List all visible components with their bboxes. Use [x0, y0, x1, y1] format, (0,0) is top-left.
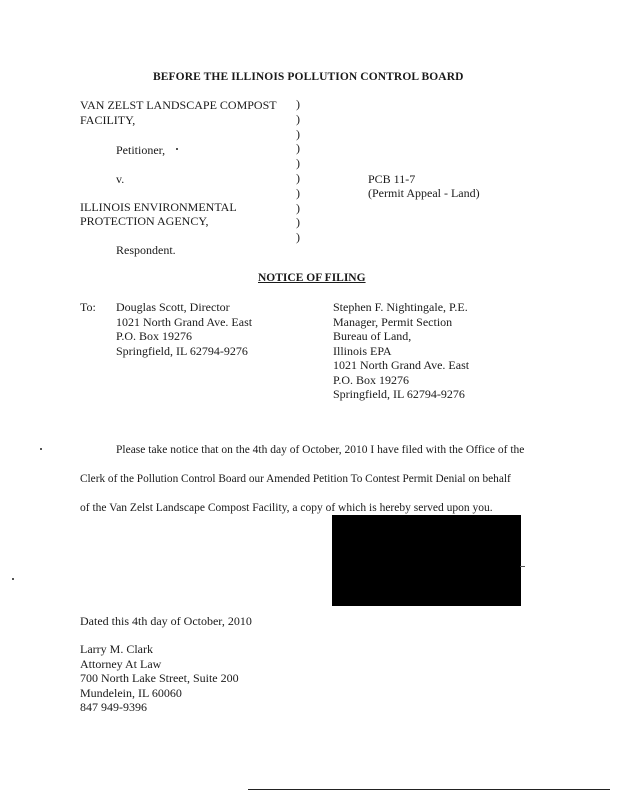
caption-paren: ) — [296, 97, 300, 111]
caption-paren: ) — [296, 126, 300, 141]
caption-paren: ) — [296, 111, 300, 126]
recipient-2-line: 1021 North Grand Ave. East — [333, 358, 470, 372]
caption-paren-column — [296, 97, 306, 245]
recipient-2-line: P.O. Box 19276 — [333, 372, 410, 387]
petitioner-role: Petitioner, — [116, 143, 166, 157]
board-title: BEFORE THE ILLINOIS POLLUTION CONTROL BOARD — [153, 71, 464, 83]
body-line-3: of the Van Zelst Landscape Compost Facility, a copy of which is hereby served upon you. — [80, 502, 493, 514]
recipient-2-line: Illinois EPA — [333, 343, 392, 358]
caption-paren: ) — [296, 185, 300, 200]
scan-speck — [520, 566, 525, 567]
case-type: (Permit Appeal - Land) — [368, 186, 480, 200]
signature-line: Mundelein, IL 60060 — [80, 685, 182, 700]
petitioner-name-line-1: VAN ZELST LANDSCAPE COMPOST — [80, 98, 277, 112]
respondent-name-line-1: ILLINOIS ENVIRONMENTAL — [80, 200, 237, 214]
recipient-1-line: 1021 North Grand Ave. East — [116, 314, 253, 329]
recipient-1-line: P.O. Box 19276 — [116, 329, 193, 343]
recipient-1-line: Douglas Scott, Director — [116, 300, 230, 314]
scan-speck — [176, 148, 178, 150]
body-line-2: Clerk of the Pollution Control Board our Amended Petition To Contest Permit Denial on behalf — [80, 473, 511, 485]
to-label: To: — [80, 300, 96, 314]
respondent-name-line-2: PROTECTION AGENCY, — [80, 214, 209, 228]
caption-paren: ) — [296, 215, 300, 230]
scan-speck — [12, 578, 14, 580]
recipient-2-address — [333, 300, 469, 402]
signature-line: Larry M. Clark — [80, 642, 153, 656]
caption-paren: ) — [296, 170, 300, 185]
scan-speck — [40, 448, 42, 450]
caption-paren: ) — [296, 156, 300, 171]
case-number: PCB 11-7 — [368, 172, 416, 186]
recipient-2-line: Stephen F. Nightingale, P.E. — [333, 300, 468, 314]
signature-block — [80, 642, 239, 715]
caption-paren: ) — [296, 230, 300, 245]
redaction-box — [332, 515, 521, 606]
caption-paren: ) — [296, 141, 300, 156]
recipient-1-address — [116, 300, 252, 358]
recipient-2-line: Springfield, IL 62794-9276 — [333, 387, 465, 401]
notice-title: NOTICE OF FILING — [258, 272, 366, 284]
recipient-2-line: Manager, Permit Section — [333, 314, 453, 329]
respondent-role: Respondent. — [116, 243, 176, 257]
dated-line: Dated this 4th day of October, 2010 — [80, 614, 252, 628]
versus-label: v. — [116, 172, 125, 186]
signature-line: 700 North Lake Street, Suite 200 — [80, 671, 239, 685]
signature-line: Attorney At Law — [80, 656, 162, 671]
caption-paren: ) — [296, 200, 300, 215]
recipient-1-line: Springfield, IL 62794-9276 — [116, 343, 248, 358]
body-line-1: Please take notice that on the 4th day of October, 2010 I have filed with the Office of the — [116, 444, 525, 456]
bottom-rule — [248, 789, 610, 790]
recipient-2-line: Bureau of Land, — [333, 329, 412, 343]
signature-line: 847 949-9396 — [80, 700, 147, 714]
petitioner-name-line-2: FACILITY, — [80, 113, 136, 127]
